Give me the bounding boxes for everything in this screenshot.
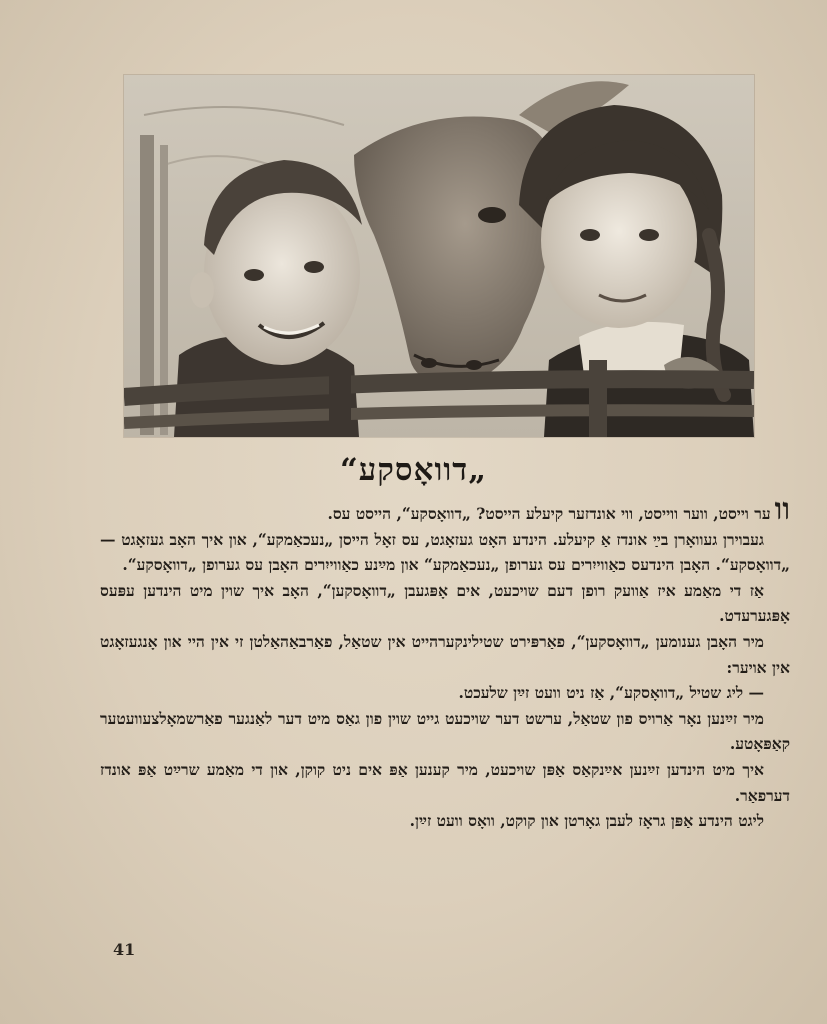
paragraph: אַז די מאַמע איז אַוועק רופן דעם שויכעט, אים אָפּגעבן „דוואָסקען“, האָב איך שוין מיט הינדען עפּעס אָפּגערעדט. [100,580,790,626]
paragraph: איך מיט הינדען זײַנען אײַנקאַס אַפּן שויכעט, מיר קענען אַפּ אים ניט קוקן, און די מאַמע שרײַט אַפּ אונדז דערפאַר. [100,759,790,805]
story-text [100,492,790,834]
paragraph: מיר האָבן גענומען „דוואָסקען“, פאַרפּירט שטילינקערהייט אין שטאַל, פאַרבאַהאַלטן זי אין היי און אָנגעזאָגט אין אויער: [100,631,790,677]
page-number: 41 [113,940,136,959]
paragraph: מיר זײַנען נאָר אַרויס פון שטאַל, ערשט דער שויכעט גייט שוין פון גאַס מיט דער לאַנגער פאַרשמאָלצעוועטער קאַפּאָטע. [100,708,790,754]
illustration-image [124,75,754,437]
boy-calf-girl-illustration-icon [124,75,754,437]
story-title: „דוואָסקע“ [339,452,488,488]
paragraph: — ליג שטיל „דוואָסקע“, אַז ניט וועט זײַן שלעכט. [458,683,764,703]
paragraph: געבוירן געוואָרן בײַ אונדז אַ קיעלע. הינדע האָט געזאָגט, עס זאָל הייסן „נעכאַמקע“, און איך האָב געזאָגט — „דוואָסקע“. האָבן הינדעס כאַווייִרים עס גערופן „נעכאַמקע“ און מײַנע כאַווייִרים האָבן עס גערופן „דוואָסקע“. [100,529,790,575]
drop-cap: וו [774,492,790,527]
paragraph [100,492,790,527]
paragraph-text: ער וייסט, ווער ווייסט, ווי אונדזער קיעלע הייסט? „דוואָסקע“, הייסט עס. [327,504,771,523]
paragraph: ליגט הינדע אַפּן גראָז לעבן גאָרטן און קוקט, וואָס וועט זײַן. [409,811,764,831]
